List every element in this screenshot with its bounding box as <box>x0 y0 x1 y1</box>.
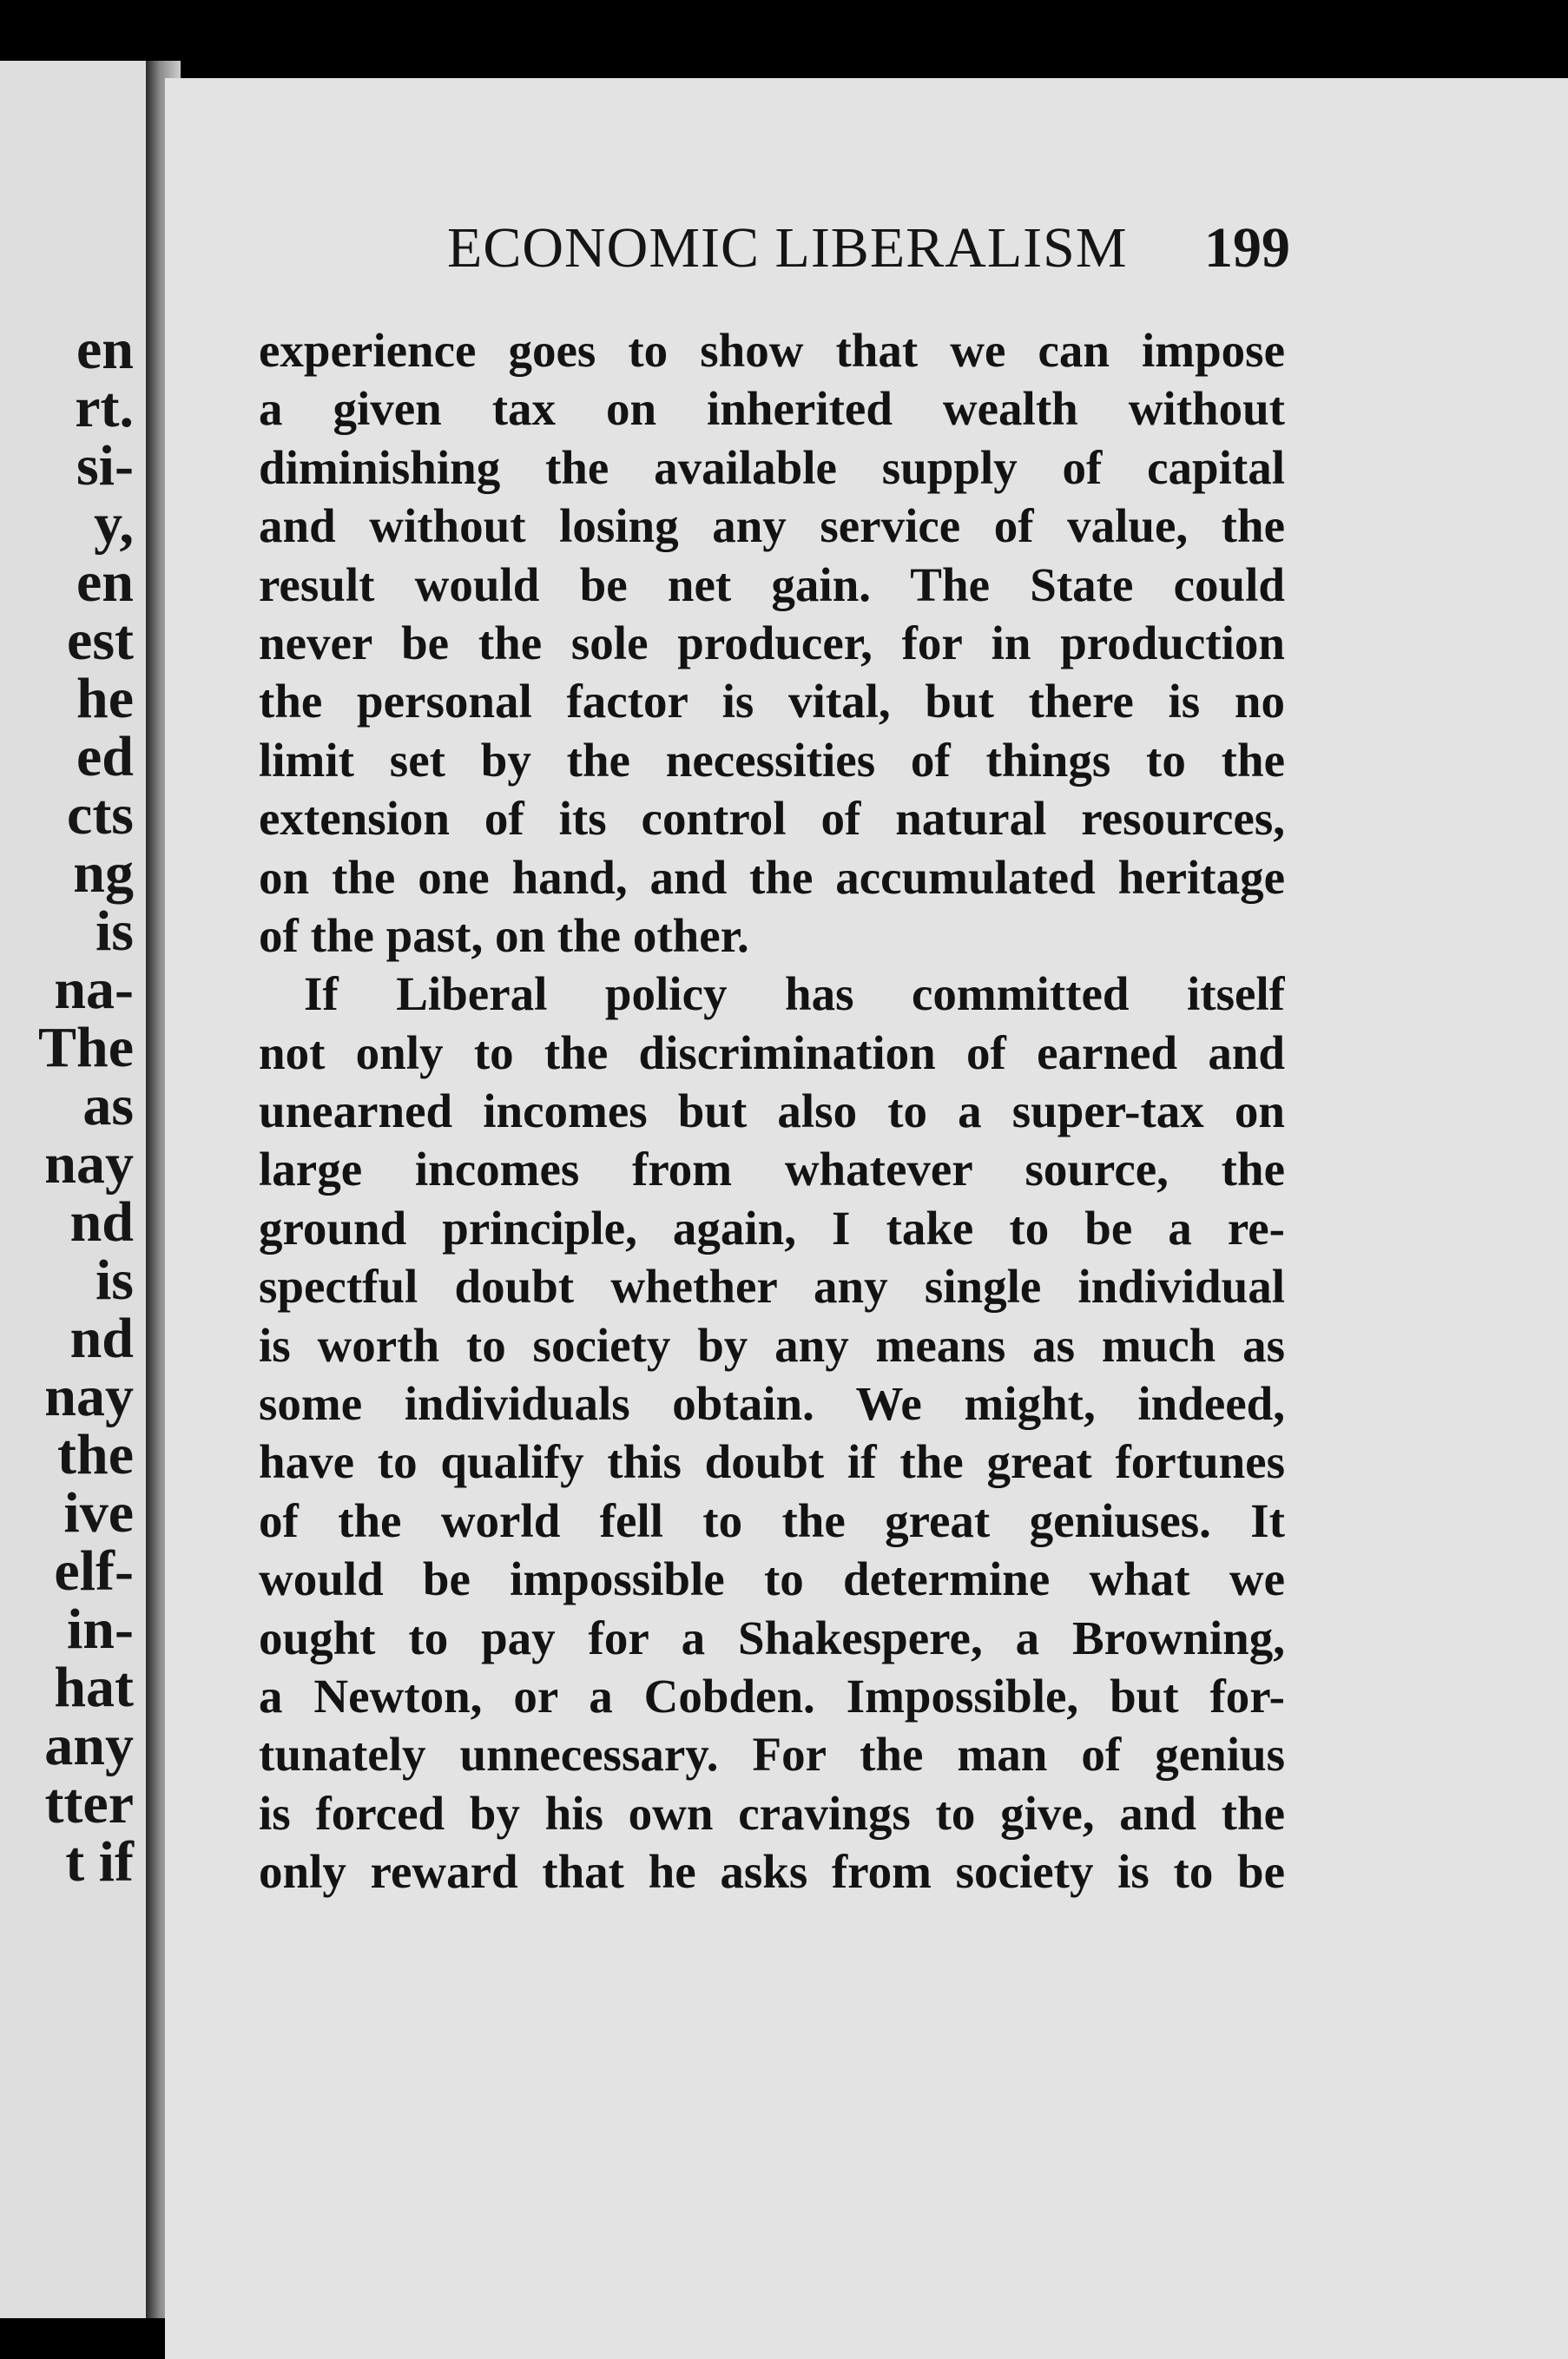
facing-page-fragment: hat <box>54 1656 134 1719</box>
text-line: of the past, on the other. <box>259 908 749 962</box>
text-line: spectful doubt whether any single individual <box>259 1260 1285 1314</box>
text-line: not only to the discrimination of earned and <box>259 1025 1285 1079</box>
facing-page-fragment: ed <box>76 725 134 788</box>
text-line: diminishing the available supply of capital <box>259 440 1285 494</box>
text-line: If Liberal policy has committed itself <box>304 967 1285 1021</box>
page-number: 199 <box>1204 216 1290 280</box>
facing-page-fragment: t if <box>65 1830 134 1894</box>
text-line: experience goes to show that we can impose <box>259 324 1285 377</box>
facing-page-fragment: rt. <box>75 376 134 439</box>
facing-page-fragment: y, <box>94 492 134 556</box>
text-line: ground principle, again, I take to be a re- <box>259 1201 1285 1255</box>
text-line: is worth to society by any means as much as <box>259 1318 1285 1372</box>
paragraph <box>259 965 1285 1901</box>
facing-page-fragment: elf- <box>54 1539 134 1603</box>
body-text <box>259 321 1285 1901</box>
facing-page-fragment: as <box>82 1074 134 1137</box>
facing-page-fragment: he <box>76 667 134 730</box>
book-page <box>165 78 1568 2359</box>
facing-page-fragment: ive <box>63 1481 134 1545</box>
facing-page-edge <box>0 61 146 2318</box>
facing-page-fragment: na- <box>54 958 134 1021</box>
text-line: result would be net gain. The State could <box>259 557 1285 611</box>
facing-page-fragment: is <box>95 1249 134 1312</box>
facing-page-fragment: in- <box>66 1598 134 1661</box>
text-line: large incomes from whatever source, the <box>259 1143 1285 1196</box>
text-line: of the world fell to the great geniuses. It <box>259 1493 1285 1547</box>
facing-page-fragment: en <box>76 318 134 381</box>
facing-page-fragment: any <box>44 1714 134 1777</box>
paragraph <box>259 321 1285 965</box>
facing-page-fragment: is <box>95 899 134 963</box>
text-line: would be impossible to determine what we <box>259 1552 1285 1606</box>
facing-page-fragment: en <box>76 550 134 614</box>
facing-page-fragment: nd <box>69 1307 134 1370</box>
facing-page-fragment: nd <box>69 1190 134 1254</box>
facing-page-fragment: ng <box>73 841 134 905</box>
text-line: some individuals obtain. We might, indeed, <box>259 1377 1285 1431</box>
text-line: never be the sole producer, for in production <box>259 616 1285 669</box>
facing-page-fragment: si- <box>76 434 134 497</box>
text-line: is forced by his own cravings to give, and the <box>259 1786 1285 1840</box>
running-head <box>165 215 1568 285</box>
text-line: a given tax on inherited wealth without <box>259 382 1285 436</box>
facing-page-fragment: est <box>67 609 134 672</box>
text-line: a Newton, or a Cobden. Impossible, but for- <box>259 1669 1285 1723</box>
text-line: have to qualify this doubt if the great fortunes <box>259 1435 1285 1489</box>
text-line: tunately unnecessary. For the man of genius <box>259 1728 1285 1782</box>
text-line: unearned incomes but also to a super-tax on <box>259 1084 1285 1138</box>
facing-page-fragment: nay <box>44 1132 134 1196</box>
running-title: ECONOMIC LIBERALISM <box>447 216 1128 280</box>
facing-page-fragment: the <box>57 1423 134 1486</box>
facing-page-fragment: cts <box>67 783 134 847</box>
text-line: only reward that he asks from society is to be <box>259 1845 1285 1899</box>
text-line: the personal factor is vital, but there is no <box>259 675 1285 728</box>
facing-page-fragment: The <box>37 1016 134 1079</box>
text-line: ought to pay for a Shakespere, a Browning, <box>259 1611 1285 1664</box>
facing-page-fragment: tter <box>44 1772 134 1835</box>
facing-page-fragment: nay <box>44 1365 134 1428</box>
text-line: on the one hand, and the accumulated heritage <box>259 850 1285 904</box>
text-line: limit set by the necessities of things to the <box>259 733 1285 787</box>
text-line: and without losing any service of value, the <box>259 499 1285 553</box>
text-line: extension of its control of natural resources, <box>259 792 1285 846</box>
